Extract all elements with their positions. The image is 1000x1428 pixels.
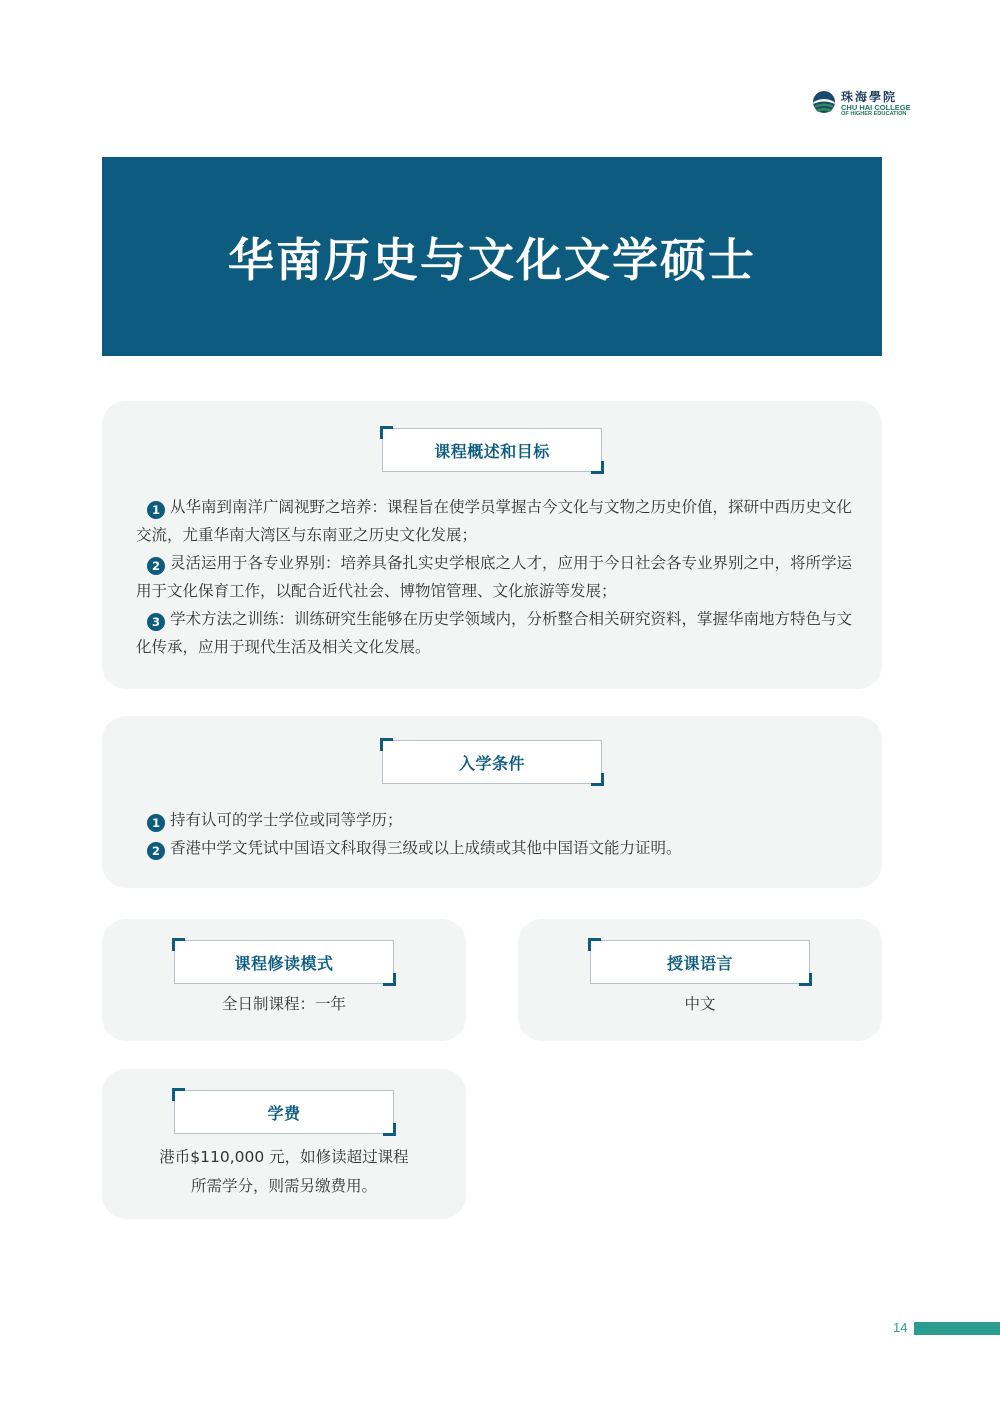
list-item — [136, 806, 856, 834]
study-mode-heading-box — [174, 940, 394, 984]
fee-text-line1: 港币$110,000 元，如修读超过课程 — [159, 1148, 409, 1166]
logo-chinese-name: 珠海學院 — [841, 90, 898, 104]
language-card — [518, 919, 882, 1041]
fee-heading: 学费 — [267, 1103, 301, 1123]
list-item-text: 从华南到南洋广阔视野之培养：课程旨在使学员掌握古今文化与文物之历史价值，探研中西历史文化交流，尤重华南大湾区与东南亚之历史文化发展； — [136, 498, 853, 544]
admission-heading-box — [382, 740, 602, 784]
admission-list — [136, 806, 856, 862]
list-item-text: 持有认可的学士学位或同等学历； — [170, 811, 403, 829]
number-badge: 1 — [147, 814, 165, 832]
college-emblem-icon — [812, 90, 836, 114]
number-badge: 2 — [147, 842, 165, 860]
title-banner — [102, 157, 882, 356]
logo-english-line1: CHU HAI COLLEGE — [841, 103, 911, 112]
overview-card — [102, 401, 882, 689]
language-text: 中文 — [684, 995, 716, 1013]
study-mode-card — [102, 919, 466, 1041]
fee-text-line2: 所需学分，则需另缴费用。 — [190, 1177, 377, 1195]
fee-text — [102, 1143, 466, 1201]
page-title: 华南历史与文化文学硕士 — [228, 232, 756, 287]
fee-card — [102, 1069, 466, 1219]
list-item-text: 灵活运用于各专业界别：培养具备扎实史学根底之人才，应用于今日社会各专业界别之中，将所学运用于文化保育工作，以配合近代社会、博物馆管理、文化旅游等发展； — [136, 554, 853, 600]
list-item-text: 学术方法之训练：训练研究生能够在历史学领域内，分析整合相关研究资料，掌握华南地方特色与文化传承，应用于现代生活及相关文化发展。 — [136, 610, 853, 656]
list-item — [136, 834, 856, 862]
list-item — [136, 605, 856, 661]
logo-english-line2: OF HIGHER EDUCATION — [841, 111, 907, 117]
college-logo — [812, 88, 922, 122]
overview-heading-box — [382, 428, 602, 472]
language-heading-box — [590, 940, 810, 984]
admission-heading: 入学条件 — [458, 753, 525, 773]
page-number-bar — [914, 1322, 1000, 1335]
list-item — [136, 549, 856, 605]
list-item — [136, 493, 856, 549]
overview-heading: 课程概述和目标 — [434, 441, 550, 461]
study-mode-heading: 课程修读模式 — [234, 953, 334, 973]
fee-heading-box — [174, 1090, 394, 1134]
list-item-text: 香港中学文凭试中国语文科取得三级或以上成绩或其他中国语文能力证明。 — [170, 839, 682, 857]
language-heading: 授课语言 — [666, 953, 733, 973]
study-mode-text: 全日制课程：一年 — [221, 995, 346, 1013]
number-badge: 2 — [147, 557, 165, 575]
admission-card — [102, 716, 882, 888]
number-badge: 1 — [147, 501, 165, 519]
page-number: 14 — [893, 1320, 908, 1335]
number-badge: 3 — [147, 613, 165, 631]
overview-list — [136, 493, 856, 661]
